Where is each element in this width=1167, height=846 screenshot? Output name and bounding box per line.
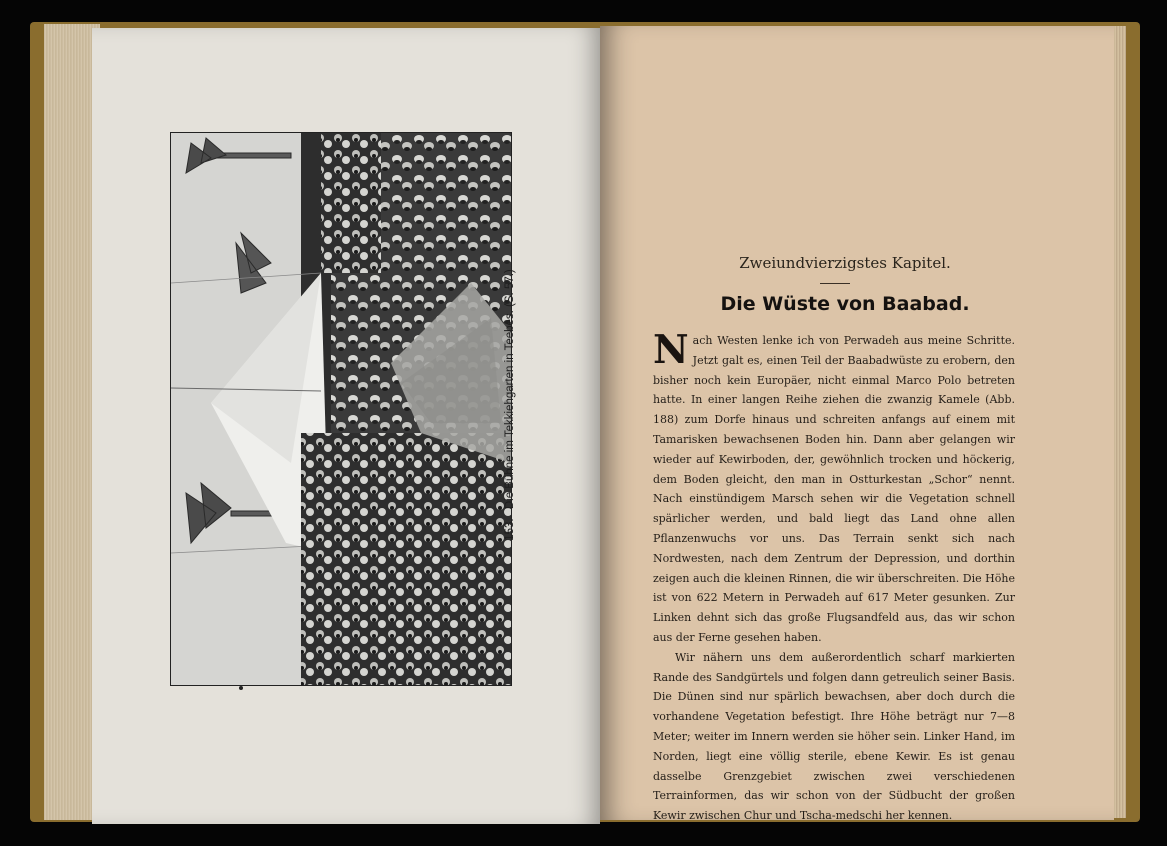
title-divider [820,283,850,284]
photo-plate [170,132,512,686]
chapter-label: Zweiundvierzigstes Kapitel. [739,254,951,272]
chapter-body [653,327,1015,826]
paragraph-1 [653,327,1015,648]
paragraph-1-text: ach Westen lenke ich von Perwadeh aus meine Schritte. Jetzt galt es, einen Teil der Baabadwüste zu erobern, den bisher noch kein Europäer, nicht einmal Marco Polo betreten hatte. In einer langen Reihe ziehen die zwanzig Kamele (Abb. 188) zum Dorfe hinaus und schreiten anfangs auf einem mit Tamarisken bewachsenen Boden hin. Dann aber gelangen wir wieder auf Kewirboden, der, gewöhnlich trocken und höckerig, dem Boden gleicht, den man in Ostturkestan „Schor“ nennt. Nach einstündigem Marsch sehen wir die Vegetation schnell spärlicher werden, und bald liegt das Land ohne allen Pflanzenwuchs vor uns. Das Terrain senkt sich nach Nordwesten, nach dem Zentrum der Depression, und dorthin zeigen auch die kleinen Rinnen, die wir überschreiten. Die Höhe ist von 622 Metern in Perwadeh auf 617 Meter gesunken. Zur Linken dehnt sich das große Flugsandfeld aus, das wir schon aus der Ferne gesehen haben. [653,334,1015,644]
chapter-title: Die Wüste von Baabad. [720,293,970,315]
paragraph-2: Wir nähern uns dem außerordentlich scharf markierten Rande des Sandgürtels und folgen dann getreulich seiner Basis. Die Dünen sind nur spärlich bewachsen, aber doch durch die vorhandene Vegetation befestigt. Ihre Höhe beträgt nur 7—8 Meter; weiter im Innern werden sie höher sein. Linker Hand, im Norden, liegt eine völlig sterile, ebene Kewir. Es ist genau dasselbe Grenzgebiet zwischen zwei verschiedenen Terrainformen, das wir schon von der Südbucht der großen Kewir zwischen Chur und Tscha-medschi her kennen. [653,650,1015,823]
drop-cap: N [653,327,689,373]
caption-number: 153. [504,518,516,541]
crowd-photo [171,133,511,685]
caption-text: Die Bühne im Tekkiehgarten in Teebes. (S. 57.) [504,269,516,510]
page-mark-dot [239,686,243,690]
plate-caption [504,205,516,605]
